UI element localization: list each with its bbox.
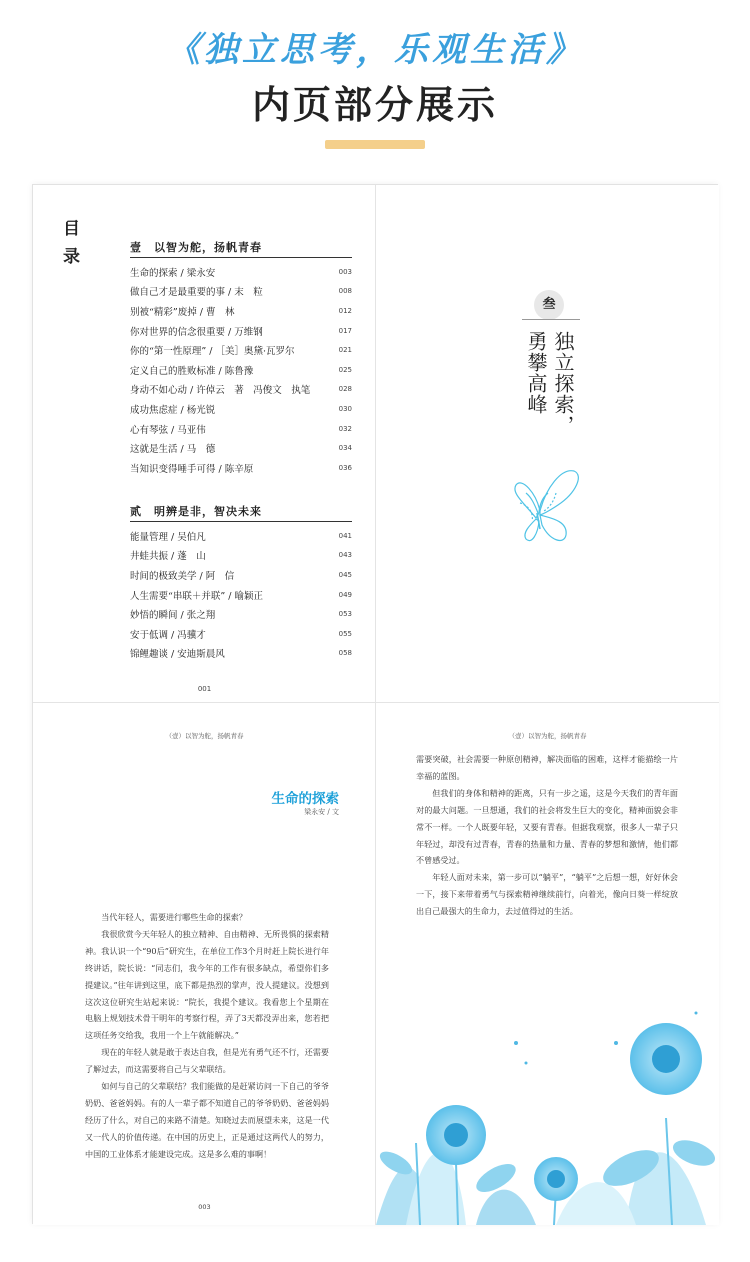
toc-item-title: 这就是生活	[130, 444, 178, 456]
toc-item-title: 能量管理	[130, 531, 169, 543]
toc-item-page: 030	[338, 404, 352, 413]
toc-item-author: 喻颖正	[234, 590, 263, 602]
toc-item-title: 安于低调	[130, 629, 169, 641]
toc-item	[130, 546, 352, 566]
toc-item	[130, 644, 352, 664]
sunflower-illustration	[376, 1003, 719, 1225]
toc-item-page: 058	[338, 649, 352, 658]
divider	[522, 319, 580, 320]
toc-entry-text	[130, 284, 263, 298]
book-spread	[32, 184, 718, 1224]
toc-item-page: 034	[338, 444, 352, 453]
toc-item-title: 定义自己的胜败标准	[130, 365, 216, 377]
toc-item-title: 当知识变得唾手可得	[130, 463, 216, 475]
separator: /	[177, 610, 187, 622]
toc-item-page: 017	[338, 326, 352, 335]
toc-item-page: 036	[338, 463, 352, 472]
toc-entry-text	[130, 402, 215, 416]
toc-section-heading: 壹 以智为舵，扬帆青春	[130, 241, 262, 254]
paragraph: 但我们的身体和精神的距离，只有一步之遥，这是今天我们的青年面对的最大问题。一旦想通，我们的社会将发生巨大的变化，精神面貌会非常不一样。一个人既要年轻，又要有青春。但据我观察，很多人一辈子只年轻过，却没有过青春，青春的热量和力量、青春的梦想和激情，他们都不曾感受过。	[416, 787, 678, 866]
promo-title: 《独立思考，乐观生活》	[166, 30, 584, 70]
toc-item-author: 吴伯凡	[177, 531, 206, 543]
toc-entry-text	[130, 324, 263, 338]
separator: /	[206, 346, 216, 358]
article-body	[416, 751, 678, 920]
article-left-page	[33, 703, 376, 1225]
toc-item-title: 井蛙共振	[130, 551, 169, 563]
toc-item-page: 053	[338, 610, 352, 619]
accent-bar	[325, 140, 425, 149]
toc-item-author: 末 粒	[234, 287, 263, 299]
page-number: 003	[198, 1203, 211, 1211]
toc-item	[130, 380, 352, 400]
part-number-badge: 叁	[534, 290, 564, 320]
separator: /	[215, 365, 225, 377]
toc-item	[130, 419, 352, 439]
toc-item	[130, 565, 352, 585]
toc-section-heading: 贰 明辨是非，智决未来	[130, 505, 262, 518]
toc-item	[130, 526, 352, 546]
toc-item-title: 生命的探索	[130, 267, 178, 279]
toc-label: 目录	[63, 219, 80, 267]
toc-item-page: 003	[338, 267, 352, 276]
section-rule	[130, 521, 352, 522]
toc-entry-text	[130, 363, 253, 377]
toc-item	[130, 262, 352, 282]
part-title-line1: 独立探索，	[551, 331, 575, 436]
toc-entry-text	[130, 529, 206, 543]
toc-item-page: 021	[338, 346, 352, 355]
separator: /	[215, 463, 225, 475]
separator: /	[196, 570, 206, 582]
toc-item-page: 028	[338, 385, 352, 394]
toc-entry-text	[130, 588, 263, 602]
toc-entry-text	[130, 548, 206, 562]
paragraph: 现在的年轻人就是敢于表达自我，但是光有勇气还不行，还需要了解过去，而这需要将自己与父辈联结。	[85, 1047, 329, 1075]
toc-item-author: 万维钢	[234, 326, 263, 338]
page-number: 001	[197, 685, 212, 693]
toc-item-author: 蓬 山	[177, 551, 206, 563]
toc-item-author: 杨光锐	[186, 404, 216, 416]
toc-item	[130, 624, 352, 644]
paragraph: 需要突破，社会需要一种原创精神，解决面临的困难，这样才能描绘一片幸福的蓝图。	[416, 754, 678, 781]
toc-entry-text	[130, 461, 253, 475]
toc-entry-text	[130, 265, 215, 279]
article-body	[85, 909, 329, 1163]
toc-item	[130, 399, 352, 419]
toc-item-author: 梁永安	[186, 267, 216, 279]
toc-item-title: 锦鲤趣谈	[130, 649, 169, 661]
toc-item-title: 时间的极致美学	[130, 570, 197, 582]
separator: /	[225, 590, 235, 602]
paragraph: 如何与自己的父辈联结？我们能做的是赶紧访问一下自己的爷爷奶奶、爸爸妈妈。有的人一辈子都不知道自己的爷爷奶奶、爸爸妈妈经历了什么，对自己的来路不清楚。知晓过去而展望未来，这是一代又一代人的价值传递。在中国的历史上，正是通过这两代人的努力，中国的工业体系才能建设完成。这是多么难的事啊！	[85, 1081, 329, 1159]
toc-entry-text	[130, 441, 215, 455]
article-title: 生命的探索	[271, 791, 339, 807]
part-title-line2: 勇攀高峰	[524, 331, 548, 415]
section-rule	[130, 257, 352, 258]
separator: /	[196, 306, 206, 318]
toc-item-page: 049	[338, 590, 352, 599]
toc-item-title: 成功焦虑症	[130, 404, 178, 416]
toc-item-title: 你的“第一性原理”	[130, 346, 207, 358]
toc-item	[130, 438, 352, 458]
toc-item	[130, 340, 352, 360]
article-right-page	[376, 703, 719, 1225]
toc-item-author: 马 德	[186, 444, 216, 456]
toc-item-title: 心有琴弦	[130, 424, 169, 436]
toc-item-page: 025	[338, 365, 352, 374]
toc-item-author: 陈辛原	[224, 463, 254, 475]
toc-item-title: 你对世界的信念很重要	[130, 326, 226, 338]
toc-item-title: 别被“精彩”废掉	[130, 306, 197, 318]
toc-item-author: 冯骥才	[177, 629, 206, 641]
separator: /	[177, 404, 187, 416]
toc-item	[130, 585, 352, 605]
toc-item-author: 陈鲁豫	[224, 365, 254, 377]
toc-entry-text	[130, 304, 234, 318]
paragraph: 我很欣赏今天年轻人的独立精神、自由精神、无所畏惧的探索精神。我认识一个“90后”研究生，在单位工作3个月时赶上院长进行年终讲话，院长说：“同志们，我今年的工作有很多缺点，希望你们多提建议。”往年讲到这里，底下都是热烈的掌声，没人提建议。没想到这次这位研究生站起来说：“院长，我提个建议。我看您上个星期在电脑上规划技术骨干明年的考察行程，弄了3天都没弄出来，您若把这项任务交给我，我用一个上午就能解决。”	[85, 928, 329, 1041]
paragraph: 年轻人面对未来，第一步可以“躺平”，“躺平”之后想一想，好好休会一下，接下来带着勇气与探索精神继续前行，向着光，像向日葵一样绽放出自己最强大的生命力，去过值得过的生活。	[416, 872, 678, 917]
toc-page	[33, 185, 376, 703]
toc-item-title: 身动不如心动	[130, 385, 188, 397]
running-head: （壹）以智为舵，扬帆青春	[165, 732, 244, 740]
toc-item	[130, 321, 352, 341]
toc-item-page: 055	[338, 629, 352, 638]
toc-item-author: 马亚伟	[177, 424, 206, 436]
toc-item-page: 045	[338, 570, 352, 579]
separator: /	[168, 424, 178, 436]
toc-entry-text	[130, 607, 215, 621]
toc-item-page: 012	[338, 306, 352, 315]
toc-item-author: 曹 林	[205, 306, 235, 318]
separator: /	[168, 531, 178, 543]
toc-entry-text	[130, 627, 206, 641]
toc-item-author: 阿 信	[205, 570, 235, 582]
toc-entry-text	[130, 382, 310, 396]
toc-item-author: 许倬云 著 冯俊文 执笔	[196, 385, 311, 397]
toc-item	[130, 282, 352, 302]
separator: /	[225, 287, 235, 299]
separator: /	[177, 444, 187, 456]
toc-entry-text	[130, 343, 295, 357]
running-head: （壹）以智为舵，扬帆青春	[508, 732, 587, 740]
separator: /	[187, 385, 197, 397]
separator: /	[168, 649, 178, 661]
article-author: 梁永安 / 文	[304, 808, 339, 816]
toc-item-page: 041	[338, 531, 352, 540]
toc-item	[130, 604, 352, 624]
toc-list	[130, 262, 352, 478]
toc-item-page: 008	[338, 287, 352, 296]
separator: /	[168, 629, 178, 641]
toc-item-author: ［美］奥黛·瓦罗尔	[215, 346, 295, 358]
toc-list	[130, 526, 352, 663]
toc-item-page: 032	[338, 424, 352, 433]
part-opener-page	[376, 185, 719, 703]
toc-entry-text	[130, 422, 206, 436]
toc-entry-text	[130, 568, 234, 582]
toc-item-title: 做自己才是最重要的事	[130, 287, 226, 299]
paragraph: 当代年轻人，需要进行哪些生命的探索？	[101, 912, 247, 922]
toc-item-author: 张之翔	[186, 610, 216, 622]
toc-item-title: 人生需要“串联＋并联”	[130, 590, 226, 602]
toc-item	[130, 458, 352, 478]
butterfly-illustration	[506, 463, 586, 553]
toc-entry-text	[130, 646, 225, 660]
separator: /	[168, 551, 178, 563]
toc-item	[130, 301, 352, 321]
separator: /	[225, 326, 235, 338]
toc-item-title: 妙悟的瞬间	[130, 610, 178, 622]
toc-item-page: 043	[338, 551, 352, 560]
toc-item-author: 安迪斯晨风	[177, 649, 225, 661]
toc-item	[130, 360, 352, 380]
promo-subtitle: 内页部分展示	[251, 83, 498, 127]
separator: /	[177, 267, 187, 279]
